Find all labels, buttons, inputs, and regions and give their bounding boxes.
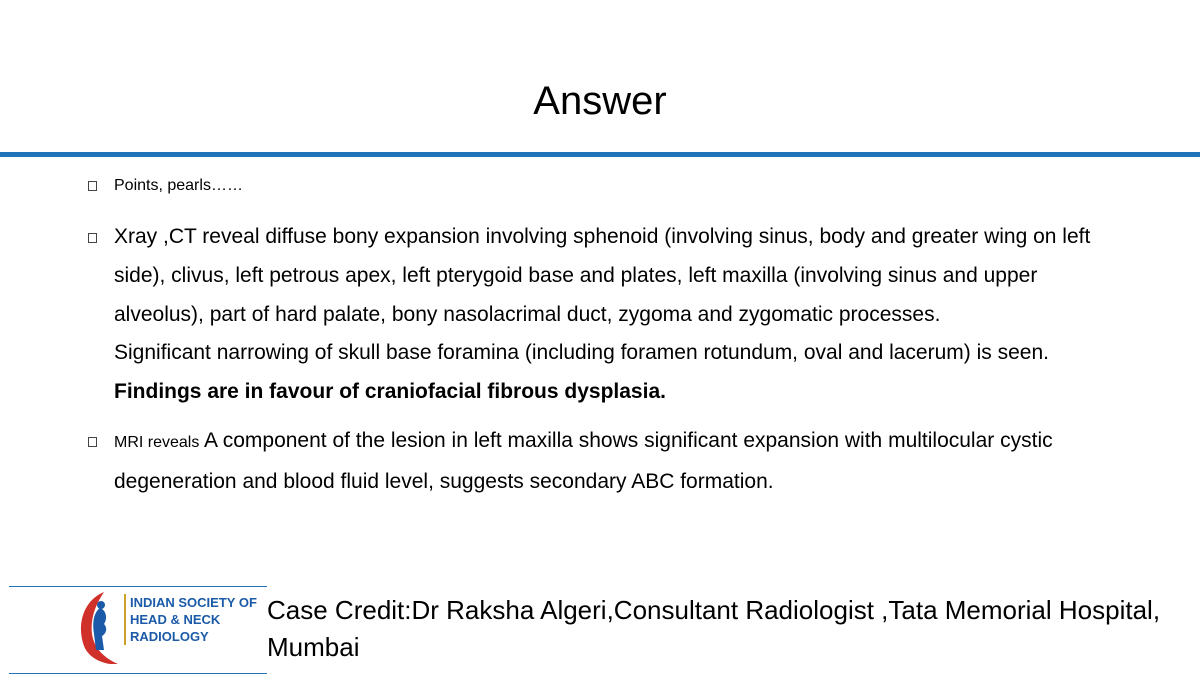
bullet-points: [88, 172, 1128, 200]
slide-title: Answer: [533, 79, 667, 123]
mri-text: A component of the lesion in left maxilla shows significant expansion with multilocular cystic degeneration and blood fluid level, suggests secondary ABC formation.: [114, 428, 1053, 493]
imaging-paragraph-1: Xray ,CT reveal diffuse bony expansion involving sphenoid (involving sinus, body and greater wing on left side), clivus, left petrous apex, left pterygoid base and plates, left maxilla (involving sinus and upper alveolus), part of hard palate, bony nasolacrimal duct, zygoma and zygomatic processes.: [114, 225, 1091, 326]
head-neck-emblem-icon: [74, 588, 122, 668]
bullet-icon: [88, 437, 97, 447]
imaging-conclusion: Findings are in favour of craniofacial fibrous dysplasia.: [114, 380, 666, 404]
case-credit: Case Credit:Dr Raksha Algeri,Consultant Radiologist ,Tata Memorial Hospital, Mumbai: [267, 595, 1161, 662]
logo-line-3: RADIOLOGY: [130, 629, 209, 644]
points-text: Points, pearls……: [114, 177, 243, 194]
logo-line-1: INDIAN SOCIETY OF: [130, 595, 257, 610]
bullet-icon: [88, 181, 97, 191]
footer-divider-bottom: [9, 673, 267, 674]
bullet-list: [88, 172, 1128, 502]
bullet-imaging: [88, 218, 1128, 412]
footer-divider-top: [9, 586, 267, 587]
logo-wordmark: [124, 594, 268, 645]
bullet-mri: [88, 422, 1128, 502]
imaging-paragraph-2: Significant narrowing of skull base foramina (including foramen rotundum, oval and lacerum) is seen.: [114, 341, 1049, 365]
bullet-icon: [88, 233, 97, 243]
mri-lead: MRI reveals: [114, 433, 200, 451]
society-logo: [74, 588, 264, 668]
logo-line-2: HEAD & NECK: [130, 612, 221, 627]
title-divider: [0, 152, 1200, 157]
